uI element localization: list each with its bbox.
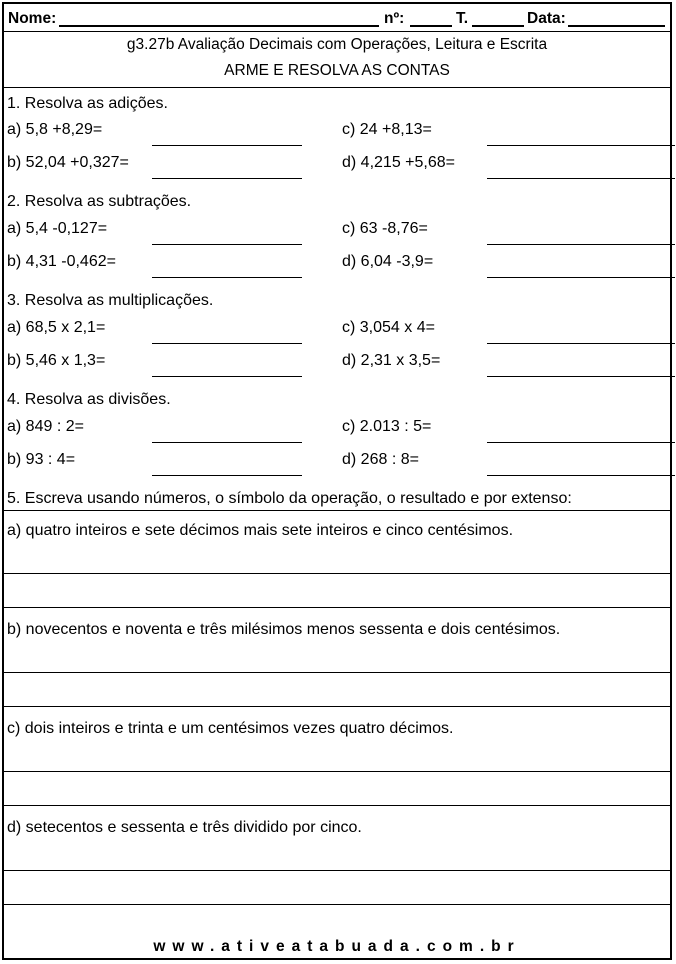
answer-line[interactable]	[152, 145, 302, 146]
answer-line[interactable]	[487, 145, 675, 146]
answer-line[interactable]	[152, 277, 302, 278]
header-divider	[4, 31, 670, 32]
answer-line[interactable]	[4, 805, 670, 806]
section-heading: 4. Resolva as divisões.	[7, 391, 171, 408]
answer-line[interactable]	[152, 343, 302, 344]
number-label: nº:	[384, 10, 405, 27]
class-label: T.	[456, 10, 469, 27]
worksheet-title: g3.27b Avaliação Decimais com Operações, Leitura e Escrita	[126, 36, 548, 53]
answer-line[interactable]	[4, 870, 670, 871]
exercise-item: c) 63 -8,76=	[342, 220, 428, 237]
answer-line[interactable]	[487, 442, 675, 443]
exercise-item: c) 2.013 : 5=	[342, 418, 432, 435]
worksheet-subtitle: ARME E RESOLVA AS CONTAS	[224, 62, 450, 79]
title-divider	[4, 87, 670, 88]
exercise-item: b) 4,31 -0,462=	[7, 253, 116, 270]
exercise-item: d) 4,215 +5,68=	[342, 154, 455, 171]
class-field[interactable]	[472, 25, 524, 27]
section-heading: 2. Resolva as subtrações.	[7, 193, 192, 210]
exercise-item: b) 5,46 x 1,3=	[7, 352, 106, 369]
section-heading: 3. Resolva as multiplicações.	[7, 292, 214, 309]
row-divider	[4, 510, 670, 511]
written-exercise: c) dois inteiros e trinta e um centésimos vezes quatro décimos.	[7, 720, 454, 737]
answer-line[interactable]	[487, 343, 675, 344]
exercise-item: d) 6,04 -3,9=	[342, 253, 434, 270]
answer-line[interactable]	[152, 475, 302, 476]
answer-line[interactable]	[152, 178, 302, 179]
answer-line[interactable]	[487, 475, 675, 476]
section-heading: 1. Resolva as adições.	[7, 95, 168, 112]
answer-line[interactable]	[4, 607, 670, 608]
date-label: Data:	[527, 10, 566, 27]
written-exercise: d) setecentos e sessenta e três dividido por cinco.	[7, 819, 362, 836]
exercise-item: d) 268 : 8=	[342, 451, 419, 468]
exercise-item: b) 93 : 4=	[7, 451, 76, 468]
exercise-item: a) 849 : 2=	[7, 418, 84, 435]
answer-line[interactable]	[4, 706, 670, 707]
answer-line[interactable]	[487, 244, 675, 245]
date-field[interactable]	[568, 25, 665, 27]
answer-line[interactable]	[152, 442, 302, 443]
answer-line[interactable]	[152, 244, 302, 245]
exercise-item: a) 5,4 -0,127=	[7, 220, 108, 237]
written-exercise: b) novecentos e noventa e três milésimos menos sessenta e dois centésimos.	[7, 621, 561, 638]
exercise-item: a) 5,8 +8,29=	[7, 121, 103, 138]
answer-line[interactable]	[487, 178, 675, 179]
answer-line[interactable]	[487, 277, 675, 278]
exercise-item: c) 24 +8,13=	[342, 121, 432, 138]
number-field[interactable]	[410, 25, 452, 27]
website-footer: www.ativeatabuada.com.br	[153, 938, 521, 955]
exercise-item: b) 52,04 +0,327=	[7, 154, 129, 171]
exercise-item: c) 3,054 x 4=	[342, 319, 435, 336]
name-label: Nome:	[8, 10, 57, 27]
answer-line[interactable]	[4, 573, 670, 574]
exercise-item: d) 2,31 x 3,5=	[342, 352, 441, 369]
name-field[interactable]	[59, 25, 379, 27]
answer-line[interactable]	[152, 376, 302, 377]
answer-line[interactable]	[4, 771, 670, 772]
answer-line[interactable]	[4, 672, 670, 673]
answer-line[interactable]	[4, 904, 670, 905]
worksheet-page	[2, 2, 672, 960]
written-exercise: a) quatro inteiros e sete décimos mais sete inteiros e cinco centésimos.	[7, 522, 514, 539]
answer-line[interactable]	[487, 376, 675, 377]
section-heading: 5. Escreva usando números, o símbolo da operação, o resultado e por extenso:	[7, 490, 572, 507]
exercise-item: a) 68,5 x 2,1=	[7, 319, 106, 336]
